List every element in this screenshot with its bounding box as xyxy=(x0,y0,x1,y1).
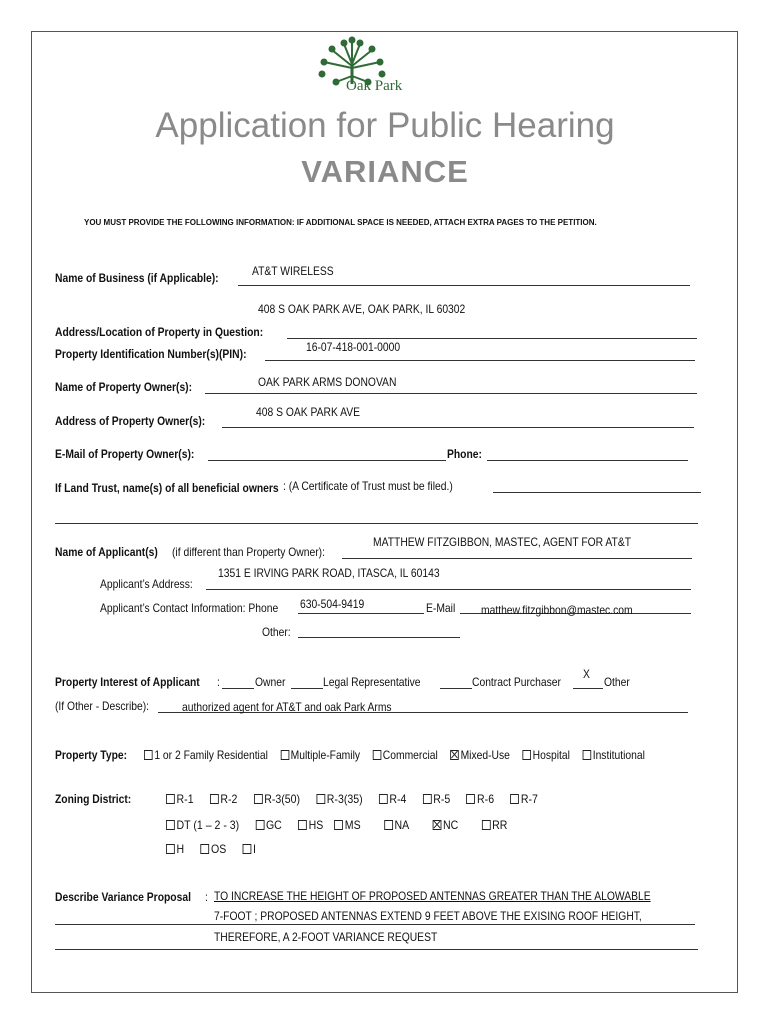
phone-label: Phone: xyxy=(447,447,482,461)
zoning-nc[interactable]: NC xyxy=(432,818,458,832)
zoning-r7[interactable]: R-7 xyxy=(510,792,538,806)
zoning-i[interactable]: I xyxy=(242,842,256,856)
business-label: Name of Business (if Applicable): xyxy=(55,271,219,285)
zoning-hs[interactable]: HS xyxy=(298,818,323,832)
zoning-gc[interactable]: GC xyxy=(255,818,281,832)
applicant-contact-label: Applicant’s Contact Information: Phone xyxy=(100,601,279,615)
zoning-ms[interactable]: MS xyxy=(334,818,360,832)
interest-legal-blank[interactable] xyxy=(291,688,323,689)
other-contact-field[interactable] xyxy=(298,637,460,638)
applicant-phone-line xyxy=(298,613,424,614)
owner-address-field[interactable]: 408 S OAK PARK AVE xyxy=(256,405,361,419)
interest-owner-label: Owner xyxy=(255,675,286,689)
checkbox-icon[interactable] xyxy=(254,794,263,804)
land-trust-field-2[interactable] xyxy=(55,523,698,524)
land-trust-field[interactable] xyxy=(493,492,701,493)
owner-label: Name of Property Owner(s): xyxy=(55,380,193,394)
checkbox-icon[interactable] xyxy=(255,820,264,830)
owner-email-label: E-Mail of Property Owner(s): xyxy=(55,447,195,461)
property-type-options xyxy=(144,746,654,764)
checkbox-icon[interactable] xyxy=(522,750,531,760)
checkbox-icon[interactable] xyxy=(166,844,175,854)
zoning-rr[interactable]: RR xyxy=(482,818,508,832)
checkbox-icon[interactable] xyxy=(200,844,209,854)
zoning-r3-35[interactable]: R-3(35) xyxy=(316,792,362,806)
interest-other-mark: X xyxy=(583,667,590,681)
zoning-h[interactable]: H xyxy=(166,842,184,856)
checkbox-icon[interactable] xyxy=(466,794,475,804)
zoning-os[interactable]: OS xyxy=(200,842,226,856)
land-trust-note: : (A Certificate of Trust must be filed.) xyxy=(283,479,453,493)
property-type-multi-family[interactable]: Multiple-Family xyxy=(280,748,360,762)
zoning-dt[interactable]: DT (1 – 2 - 3) xyxy=(166,818,239,832)
applicant-line xyxy=(342,558,692,559)
interest-other-label: Other xyxy=(604,675,630,689)
other-contact-label: Other: xyxy=(262,625,291,639)
zoning-label: Zoning District: xyxy=(55,792,132,806)
interest-legal-label: Legal Representative xyxy=(323,675,421,689)
business-field[interactable]: AT&T WIRELESS xyxy=(252,264,334,278)
logo-text: Oak Park xyxy=(346,78,403,94)
checked-box-icon[interactable] xyxy=(432,820,441,830)
checkbox-icon[interactable] xyxy=(482,820,491,830)
checkbox-icon[interactable] xyxy=(316,794,325,804)
variance-line-1[interactable]: TO INCREASE THE HEIGHT OF PROPOSED ANTENNAS GREATER THAN THE ALOWABLE xyxy=(214,889,651,903)
address-line xyxy=(287,338,697,339)
property-type-hospital[interactable]: Hospital xyxy=(522,748,570,762)
zoning-na[interactable]: NA xyxy=(384,818,409,832)
variance-label: Describe Variance Proposal xyxy=(55,890,191,904)
applicant-label: Name of Applicant(s) xyxy=(55,545,158,559)
page-subtitle: VARIANCE xyxy=(301,154,469,189)
property-type-institutional[interactable]: Institutional xyxy=(582,748,645,762)
applicant-email-label: E-Mail xyxy=(426,601,456,615)
checkbox-icon[interactable] xyxy=(372,750,381,760)
zoning-r5[interactable]: R-5 xyxy=(423,792,451,806)
interest-describe-label: (If Other - Describe): xyxy=(55,699,150,713)
variance-line-3[interactable]: THEREFORE, A 2-FOOT VARIANCE REQUEST xyxy=(214,930,438,944)
owner-address-line xyxy=(222,427,694,428)
checkbox-icon[interactable] xyxy=(242,844,251,854)
checkbox-icon[interactable] xyxy=(334,820,343,830)
zoning-row-2 xyxy=(166,816,520,834)
owner-address-label: Address of Property Owner(s): xyxy=(55,414,206,428)
zoning-row-1 xyxy=(166,790,550,808)
checkbox-icon[interactable] xyxy=(144,750,153,760)
checkbox-icon[interactable] xyxy=(423,794,432,804)
property-type-single-family[interactable]: 1 or 2 Family Residential xyxy=(144,748,268,762)
checkbox-icon[interactable] xyxy=(379,794,388,804)
checkbox-icon[interactable] xyxy=(280,750,289,760)
interest-describe-field[interactable]: authorized agent for AT&T and oak Park Arms xyxy=(182,700,392,714)
checkbox-icon[interactable] xyxy=(166,820,175,830)
interest-owner-blank[interactable] xyxy=(222,688,254,689)
interest-other-blank[interactable] xyxy=(573,688,603,689)
owner-line xyxy=(205,393,697,394)
page-title: Application for Public Hearing xyxy=(155,106,615,145)
applicant-address-line xyxy=(206,589,691,590)
applicant-email-field[interactable]: matthew.fitzgibbon@mastec.com xyxy=(481,603,633,617)
property-type-mixed-use[interactable]: Mixed-Use xyxy=(450,748,510,762)
owner-email-field[interactable] xyxy=(208,460,446,461)
checkbox-icon[interactable] xyxy=(298,820,307,830)
interest-contract-blank[interactable] xyxy=(440,688,472,689)
owner-field[interactable]: OAK PARK ARMS DONOVAN xyxy=(258,375,397,389)
applicant-address-label: Applicant’s Address: xyxy=(100,577,193,591)
applicant-note: (if different than Property Owner): xyxy=(172,545,325,559)
checkbox-icon[interactable] xyxy=(384,820,393,830)
interest-contract-label: Contract Purchaser xyxy=(472,675,561,689)
zoning-r3-50[interactable]: R-3(50) xyxy=(254,792,300,806)
pin-label: Property Identification Number(s)(PIN): xyxy=(55,347,247,361)
variance-line-2[interactable]: 7-FOOT ; PROPOSED ANTENNAS EXTEND 9 FEET ABOVE THE EXISING ROOF HEIGHT, xyxy=(214,909,642,923)
property-type-commercial[interactable]: Commercial xyxy=(372,748,437,762)
instruction-text: YOU MUST PROVIDE THE FOLLOWING INFORMATION: IF ADDITIONAL SPACE IS NEEDED, ATTACH EXTRA PAGES TO THE PETITION. xyxy=(84,218,597,227)
zoning-r1[interactable]: R-1 xyxy=(166,792,194,806)
zoning-r6[interactable]: R-6 xyxy=(466,792,494,806)
pin-field[interactable]: 16-07-418-001-0000 xyxy=(306,340,401,354)
variance-blank-line-1 xyxy=(55,924,695,925)
interest-label: Property Interest of Applicant xyxy=(55,675,200,689)
applicant-field[interactable]: MATTHEW FITZGIBBON, MASTEC, AGENT FOR AT&T xyxy=(373,535,632,549)
zoning-r2[interactable]: R-2 xyxy=(210,792,238,806)
checkbox-icon[interactable] xyxy=(166,794,175,804)
zoning-row-3 xyxy=(166,840,268,858)
property-address-field[interactable]: 408 S OAK PARK AVE, OAK PARK, IL 60302 xyxy=(258,302,466,316)
checkbox-icon[interactable] xyxy=(210,794,219,804)
zoning-r4[interactable]: R-4 xyxy=(379,792,407,806)
applicant-address-field[interactable]: 1351 E IRVING PARK ROAD, ITASCA, IL 60143 xyxy=(218,566,440,580)
checked-box-icon[interactable] xyxy=(450,750,459,760)
property-address-label: Address/Location of Property in Question: xyxy=(55,325,264,339)
business-line xyxy=(238,285,690,286)
checkbox-icon[interactable] xyxy=(582,750,591,760)
phone-field[interactable] xyxy=(487,460,688,461)
land-trust-label: If Land Trust, name(s) of all beneficial owners xyxy=(55,481,279,495)
pin-line xyxy=(265,360,695,361)
variance-blank-line-2 xyxy=(55,949,698,950)
property-type-label: Property Type: xyxy=(55,748,128,762)
checkbox-icon[interactable] xyxy=(510,794,519,804)
applicant-phone-field[interactable]: 630-504-9419 xyxy=(300,597,365,611)
